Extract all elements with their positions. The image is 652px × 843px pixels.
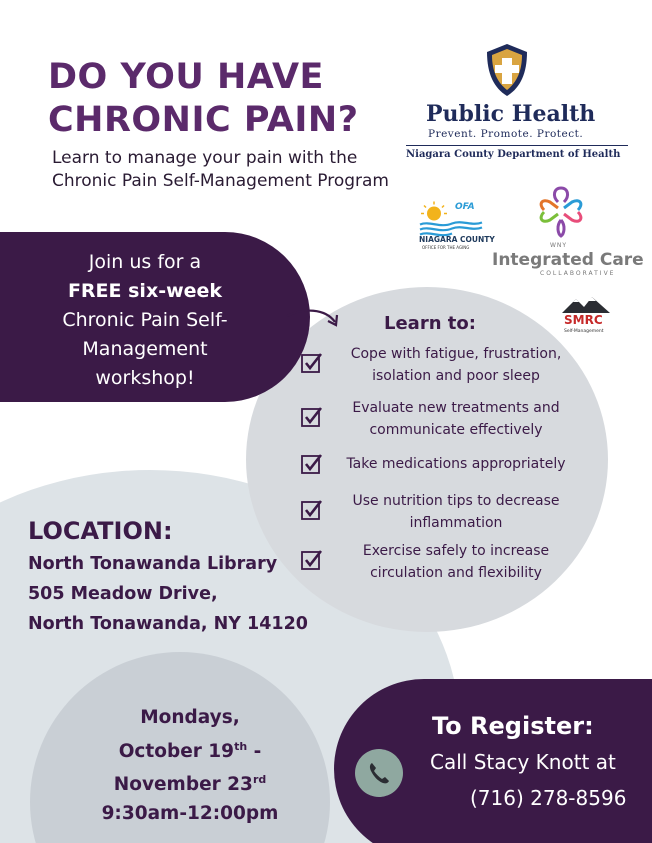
public-health-shield-icon [484, 42, 530, 98]
location-title: LOCATION: [28, 517, 173, 545]
schedule-day: Mondays, [140, 707, 240, 728]
learn-item [300, 540, 580, 586]
learn-item [300, 490, 580, 536]
schedule-start: October 19th - [118, 739, 262, 762]
integrated-care-logo-icon [530, 182, 592, 240]
join-line-3: Chronic Pain Self- [62, 309, 228, 331]
learn-title: Learn to: [384, 313, 476, 334]
smrc-name: SMRC [564, 313, 603, 327]
learn-item-line-1: Take medications appropriately [346, 456, 566, 472]
learn-item [300, 343, 580, 389]
location-line-3: North Tonawanda, NY 14120 [28, 614, 308, 634]
checkbox-icon [300, 351, 324, 375]
phone-icon [355, 749, 403, 797]
headline-line-2: CHRONIC PAIN? [48, 100, 359, 140]
location-line-2: 505 Meadow Drive, [28, 584, 218, 604]
learn-item-line-1: Evaluate new treatments and [352, 400, 560, 416]
ofa-subtitle: OFFICE FOR THE AGING [422, 245, 470, 250]
register-phone: (716) 278-8596 [470, 786, 627, 810]
register-title: To Register: [432, 712, 594, 740]
join-line-bold: FREE six-week [67, 280, 223, 302]
integrated-care-name: Integrated Care [492, 250, 644, 270]
learn-item-line-2: inflammation [409, 515, 503, 531]
integrated-care-prefix: WNY [550, 242, 568, 249]
join-text [20, 248, 270, 393]
checkbox-icon [300, 452, 324, 476]
public-health-divider [406, 145, 628, 146]
integrated-care-subtitle: COLLABORATIVE [540, 270, 616, 277]
learn-item-line-1: Exercise safely to increase [362, 543, 550, 559]
learn-item [300, 397, 580, 443]
schedule-time: 9:30am-12:00pm [101, 802, 279, 824]
intro-text: Learn to manage your pain with the Chronic Pain Self-Management Program [52, 148, 389, 191]
ofa-sun-logo-icon [416, 193, 490, 253]
join-line-1: Join us for a [88, 251, 202, 273]
curved-arrow-icon [285, 300, 345, 340]
join-line-4: Management [82, 338, 208, 360]
join-line-5: workshop! [95, 367, 195, 389]
smrc-subtitle: Self-Management [564, 329, 604, 334]
location-line-1: North Tonawanda Library [28, 554, 278, 574]
ofa-name: NIAGARA COUNTY [419, 235, 495, 244]
schedule-end: November 23rd [113, 773, 267, 796]
checkbox-icon [300, 548, 324, 572]
ofa-word: OFA [455, 202, 475, 212]
learn-item-line-2: circulation and flexibility [370, 565, 542, 581]
checkbox-icon [300, 498, 324, 522]
register-contact: Call Stacy Knott at [430, 750, 616, 774]
learn-item-line-1: Cope with fatigue, frustration, [350, 346, 562, 362]
public-health-dept: Niagara County Department of Health [406, 149, 621, 160]
learn-item-line-2: communicate effectively [369, 422, 543, 438]
smrc-mountain-icon [560, 295, 612, 315]
learn-item-line-1: Use nutrition tips to decrease [352, 493, 560, 509]
public-health-name: Public Health [426, 101, 596, 127]
checkbox-icon [300, 405, 324, 429]
learn-item-line-2: isolation and poor sleep [372, 368, 540, 384]
headline-line-1: DO YOU HAVE [48, 57, 324, 97]
schedule [70, 704, 310, 828]
public-health-motto: Prevent. Promote. Protect. [428, 128, 584, 140]
